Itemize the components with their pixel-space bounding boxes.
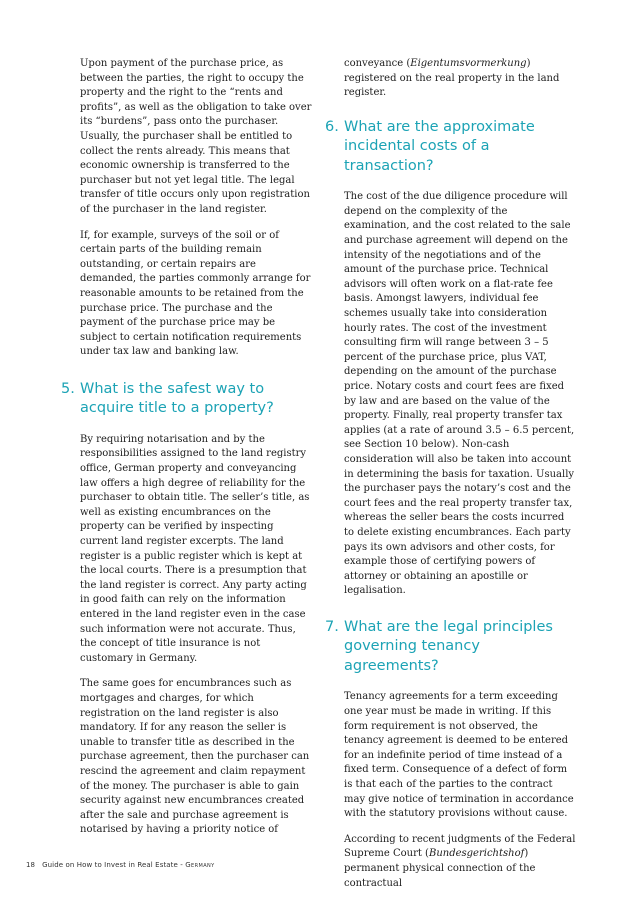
italic-term: Eigentumsvormerkung	[410, 58, 527, 69]
paragraph: The same goes for encumbrances such as mortgages and charges, for which registration on the land register is also mandatory. If for any reason the seller is unable to transfer title as described in the purchase agreement, then the purchaser can rescind the agreement and claim repayment of the money. The purchaser is able to gain security against new encumbrances created after the sale and purchase agreement is notarised by having a priority notice of	[80, 678, 310, 836]
country-name: Germany	[185, 861, 215, 869]
section-number: 5.	[61, 380, 75, 397]
paragraph	[344, 833, 576, 891]
section-number: 7.	[325, 618, 339, 635]
left-column	[61, 57, 312, 849]
section-title: What are the approximate incidental costs of a transaction?	[344, 118, 535, 174]
paragraph: If, for example, surveys of the soil or of certain parts of the building remain outstanding, or certain repairs are demanded, the parties commonly arrange for reasonable amounts to be retained from the purchase price. The purchase and the payment of the purchase price may be subject to certain notification requirements under tax law and banking law.	[80, 229, 311, 358]
section-number: 6.	[325, 118, 339, 135]
section-5-heading	[61, 380, 312, 419]
section-title: What is the safest way to acquire title to a property?	[80, 380, 274, 417]
right-column	[325, 57, 576, 902]
section-title: What are the legal principles governing tenancy agreements?	[344, 618, 553, 674]
text: According to recent judgments of the Federal Supreme Court (	[344, 833, 576, 860]
italic-term: Bundesgerichtshof	[428, 848, 525, 860]
paragraph: Tenancy agreements for a term exceeding one year must be made in writing. If this form requirement is not observed, the tenancy agreement is deemed to be entered for an indefinite period of time instead of a fixed term. Consequence of a defect of form is that each of the parties to the contract may give notice of termination in accordance with the statutory provisions without cause.	[344, 691, 574, 820]
paragraph	[344, 57, 576, 101]
page-footer	[26, 861, 215, 869]
text: conveyance (	[344, 58, 411, 69]
paragraph: Upon payment of the purchase price, as between the parties, the right to occupy the property and the right to the “rents and profits”, as well as the obligation to take over its “burdens”, pass onto the purchaser. Usually, the purchaser shall be entitled to collect the rents already. This means that economic ownership is transferred to the purchaser but not yet legal title. The legal transfer of title occurs only upon registration of the purchaser in the land register.	[80, 58, 312, 215]
guide-title: Guide on How to Invest in Real Estate -	[42, 861, 186, 869]
text: ) permanent physical connection of the contractual	[344, 848, 536, 889]
paragraph: By requiring notarisation and by the responsibilities assigned to the land registry office, German property and conveyancing law offers a high degree of reliability for the purchaser to obtain title. The seller’s title, as well as existing encumbrances on the property can be verified by inspecting current land register excerpts. The land register is a public register which is kept at the local courts. There is a presumption that the land register is correct. Any party acting in good faith can rely on the information entered in the land register even in the case such information were not accurate. Thus, the concept of title insurance is not customary in Germany.	[80, 433, 310, 664]
page-number: 18	[26, 861, 36, 869]
paragraph: The cost of the due diligence procedure will depend on the complexity of the examination, and the cost related to the sale and purchase agreement will depend on the intensity of the negotiations and of the amount of the purchase price. Technical advisors will often work on a flat-rate fee basis. Amongst lawyers, individual fee schemes usually take into consideration hourly rates. The cost of the investment consulting firm will range between 3 – 5 percent of the purchase price, plus VAT, depending on the amount of the purchase price. Notary costs and court fees are fixed by law and are based on the value of the property. Finally, real property transfer tax applies (at a rate of around 3.5 – 6.5 percent, see Section 10 below). Non-cash consideration will also be taken into account in determining the basis for taxation. Usually the purchaser pays the notary’s cost and the court fees and the real property transfer tax, whereas the seller bears the costs incurred to delete existing encumbrances. Each party pays its own advisors and other costs, for example those of certifying powers of attorney or obtaining an apostille or legalisation.	[344, 191, 575, 597]
text: ) registered on the real property in the land register.	[344, 58, 560, 99]
section-6-heading	[325, 118, 576, 177]
section-7-heading	[325, 618, 576, 677]
